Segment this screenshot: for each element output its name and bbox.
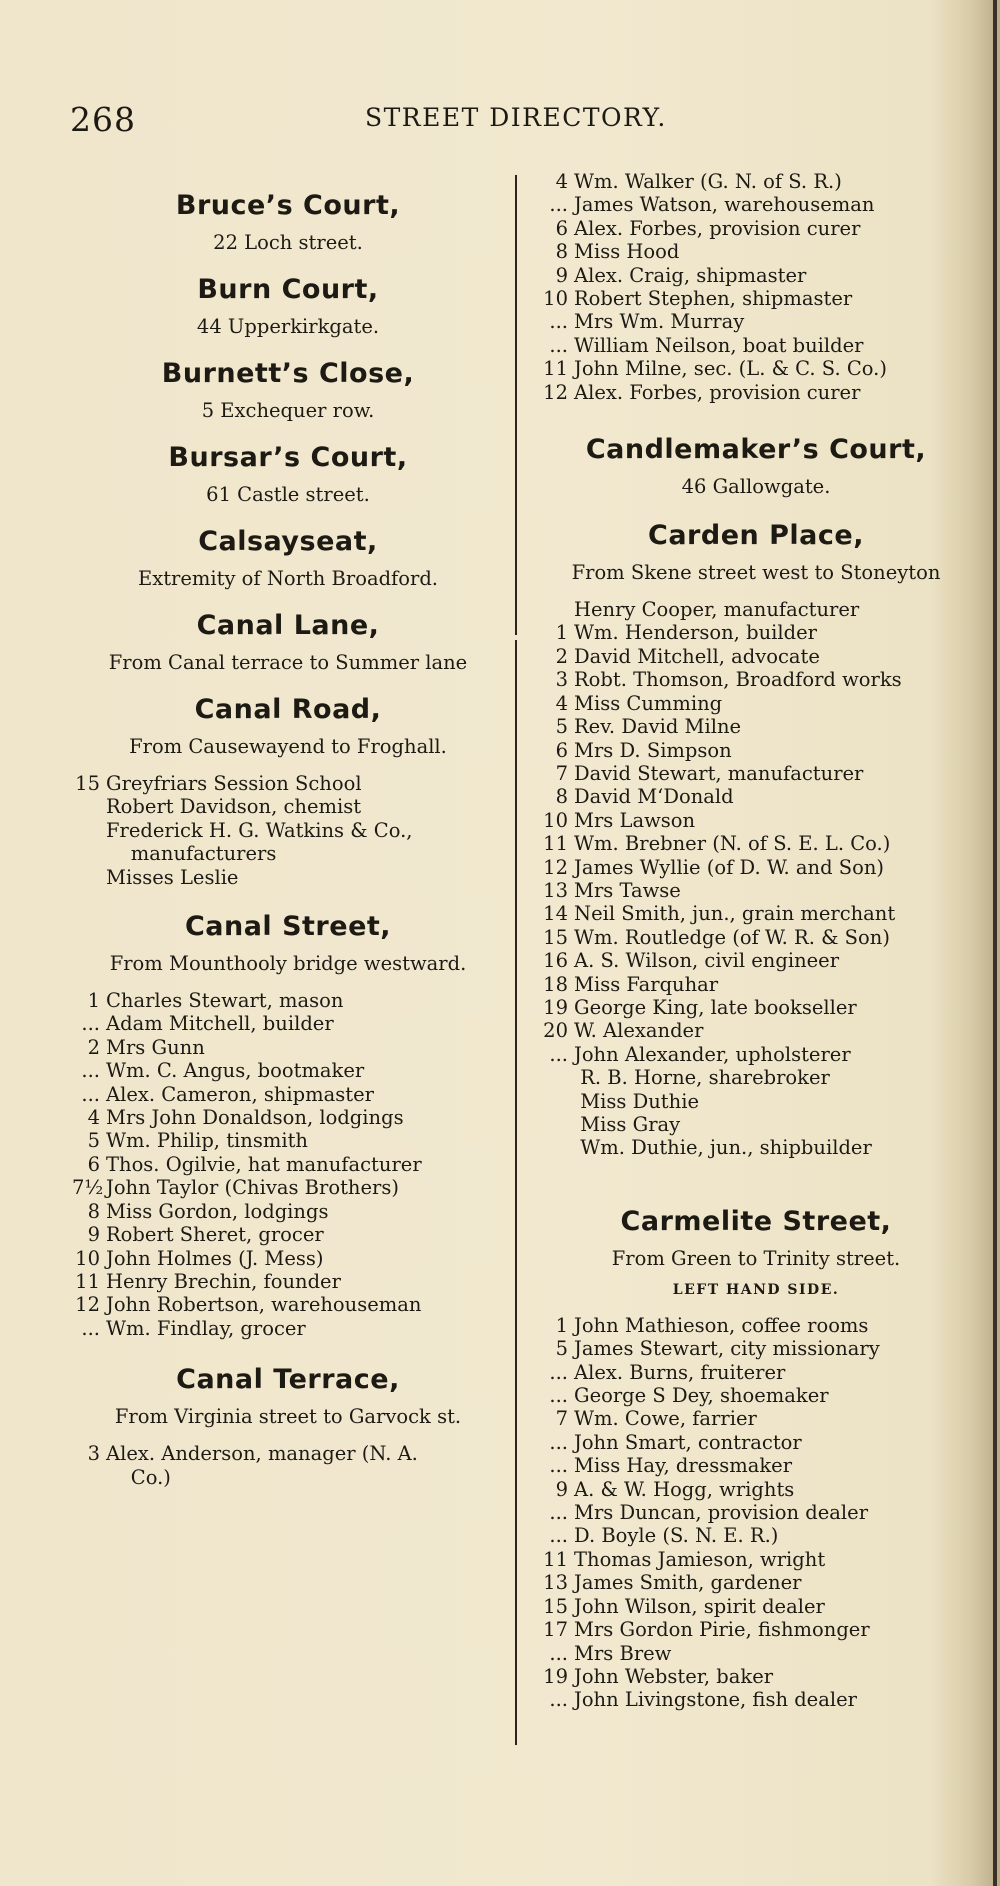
list-item — [72, 842, 504, 865]
resident-name: Adam Mitchell, builder — [106, 1012, 334, 1036]
resident-name: Wm. Duthie, jun., shipbuilder — [574, 1136, 872, 1160]
list-item — [540, 739, 972, 762]
street-section — [540, 1206, 972, 1712]
house-number: 1 — [555, 621, 568, 645]
house-number: 16 — [543, 949, 568, 973]
house-number — [540, 1136, 568, 1159]
house-number: ... — [81, 1012, 100, 1036]
street-section — [72, 610, 504, 674]
list-item — [540, 1384, 972, 1407]
house-number: 4 — [555, 691, 568, 715]
resident-name: Alex. Anderson, manager (N. A. — [106, 1442, 418, 1466]
resident-name: James Wyllie (of D. W. and Son) — [574, 855, 885, 879]
list-item — [540, 217, 972, 240]
house-number: 12 — [543, 855, 568, 879]
house-number: ... — [549, 1042, 568, 1066]
resident-name: James Smith, gardener — [574, 1571, 802, 1595]
list-item — [540, 809, 972, 832]
street-location: 5 Exchequer row. — [201, 399, 375, 422]
resident-name: John Taylor (Chivas Brothers) — [106, 1176, 399, 1200]
resident-name: John Alexander, upholsterer — [574, 1042, 851, 1066]
list-item — [540, 973, 972, 996]
entry-list — [72, 1442, 504, 1489]
house-number: 2 — [87, 1035, 100, 1059]
list-item — [540, 240, 972, 263]
resident-name: Mrs John Donaldson, lodgings — [106, 1106, 404, 1130]
street-section — [72, 911, 504, 1340]
house-number: 13 — [543, 1571, 568, 1595]
list-item — [72, 1176, 504, 1199]
resident-name: Wm. Henderson, builder — [574, 621, 817, 645]
resident-name: Neil Smith, jun., grain merchant — [574, 902, 896, 926]
list-item — [540, 1066, 972, 1089]
resident-name: Alex. Forbes, provision curer — [574, 380, 861, 404]
list-item — [72, 1293, 504, 1316]
street-location: From Mounthooly bridge westward. — [109, 952, 467, 976]
house-number: 5 — [555, 1337, 568, 1361]
house-number: ... — [81, 1082, 100, 1106]
list-item — [72, 1153, 504, 1176]
house-number: 7 — [555, 761, 568, 785]
list-item — [72, 795, 504, 818]
house-number — [72, 1466, 100, 1489]
entry-list — [72, 989, 504, 1340]
resident-name: John Milne, sec. (L. & C. S. Co.) — [574, 357, 887, 381]
list-item — [72, 1200, 504, 1223]
resident-name: George S Dey, shoemaker — [574, 1384, 829, 1408]
street-location: 22 Loch street. — [213, 231, 363, 254]
resident-name: Miss Hay, dressmaker — [574, 1454, 793, 1478]
list-item — [540, 1337, 972, 1360]
list-item — [72, 1317, 504, 1340]
house-number — [72, 795, 100, 818]
street-heading: Canal Terrace, — [176, 1364, 400, 1396]
list-item — [72, 1442, 504, 1465]
house-number: 11 — [75, 1269, 100, 1293]
resident-name: Alex. Cameron, shipmaster — [106, 1082, 374, 1106]
list-item — [540, 287, 972, 310]
house-number: 9 — [555, 263, 568, 287]
resident-name: Mrs Lawson — [574, 808, 696, 832]
resident-name: Thomas Jamieson, wright — [574, 1547, 826, 1571]
list-item — [72, 989, 504, 1012]
street-heading: Bruce’s Court, — [175, 190, 401, 221]
resident-name: David Stewart, manufacturer — [574, 761, 864, 785]
list-item — [540, 949, 972, 972]
street-heading: Carmelite Street, — [620, 1205, 892, 1237]
resident-name: Wm. Findlay, grocer — [106, 1316, 306, 1340]
list-item — [540, 357, 972, 380]
resident-name: John Mathieson, coffee rooms — [574, 1313, 869, 1337]
house-number: 5 — [555, 715, 568, 739]
street-section — [72, 274, 504, 338]
list-item — [72, 1012, 504, 1035]
house-number: 8 — [555, 785, 568, 809]
resident-name: Rev. David Milne — [574, 715, 742, 739]
list-item — [540, 1688, 972, 1711]
resident-name: George King, late bookseller — [574, 995, 857, 1019]
resident-name: manufacturers — [106, 842, 277, 866]
house-number: 13 — [543, 878, 568, 902]
resident-name: Wm. Philip, tinsmith — [106, 1129, 308, 1153]
street-section — [72, 190, 504, 254]
street-section — [72, 526, 504, 590]
house-number: ... — [549, 1430, 568, 1454]
resident-name: Mrs Wm. Murray — [574, 310, 745, 334]
resident-name: Mrs D. Simpson — [574, 738, 732, 762]
house-number: 9 — [87, 1223, 100, 1247]
house-number: 12 — [543, 380, 568, 404]
resident-name: John Webster, baker — [574, 1664, 774, 1688]
house-number: 15 — [543, 1594, 568, 1618]
list-item — [540, 1524, 972, 1547]
page-edge-shadow — [993, 0, 997, 1886]
street-section — [72, 694, 504, 889]
house-number: 7 — [555, 1407, 568, 1431]
house-number: 2 — [555, 644, 568, 668]
house-number: 4 — [87, 1106, 100, 1130]
street-heading: Candlemaker’s Court, — [585, 434, 927, 466]
resident-name: Wm. Cowe, farrier — [574, 1407, 757, 1431]
list-item — [72, 772, 504, 795]
house-number — [540, 1066, 568, 1089]
street-section — [72, 442, 504, 506]
list-item — [72, 1223, 504, 1246]
list-item — [540, 1501, 972, 1524]
resident-name: Wm. Brebner (N. of S. E. L. Co.) — [574, 832, 891, 856]
house-number: 19 — [543, 995, 568, 1019]
resident-name: Wm. Routledge (of W. R. & Son) — [574, 925, 890, 949]
resident-name: Robert Davidson, chemist — [106, 795, 362, 819]
house-number — [540, 1113, 568, 1136]
house-number: 10 — [543, 287, 568, 311]
street-heading: Burnett’s Close, — [161, 358, 415, 389]
list-item — [72, 1106, 504, 1129]
list-item — [540, 310, 972, 333]
list-item — [540, 170, 972, 193]
street-heading: Calsayseat, — [198, 526, 378, 557]
house-number: ... — [549, 1641, 568, 1665]
street-section — [72, 358, 504, 422]
street-section — [540, 520, 972, 1160]
resident-name: D. Boyle (S. N. E. R.) — [574, 1524, 779, 1548]
list-item — [540, 1407, 972, 1430]
house-number: 15 — [75, 772, 100, 795]
resident-name: Henry Brechin, founder — [106, 1269, 341, 1293]
list-item — [540, 902, 972, 925]
street-location: 61 Castle street. — [206, 483, 370, 506]
house-number: 5 — [87, 1129, 100, 1153]
resident-name: A. S. Wilson, civil engineer — [574, 949, 840, 973]
right-column — [540, 170, 972, 1712]
house-number: ... — [549, 310, 568, 334]
house-number: 7½ — [72, 1176, 104, 1200]
house-number: 6 — [555, 738, 568, 762]
house-number: ... — [549, 1384, 568, 1408]
house-number: ... — [549, 193, 568, 217]
house-number: ... — [549, 1454, 568, 1478]
house-number: 1 — [555, 1313, 568, 1337]
list-item — [72, 1083, 504, 1106]
house-number: 3 — [555, 668, 568, 692]
street-heading: Canal Street, — [184, 911, 392, 943]
resident-name: Henry Cooper, manufacturer — [574, 598, 860, 622]
house-number: 6 — [87, 1152, 100, 1176]
house-number: ... — [549, 1524, 568, 1548]
resident-name: Misses Leslie — [106, 865, 239, 889]
resident-name: John Robertson, warehouseman — [106, 1293, 422, 1317]
resident-name: John Smart, contractor — [574, 1430, 802, 1454]
resident-name: William Neilson, boat builder — [574, 333, 864, 357]
list-item — [540, 668, 972, 691]
list-item — [540, 832, 972, 855]
house-number: 6 — [555, 216, 568, 240]
resident-name: Alex. Forbes, provision curer — [574, 216, 861, 240]
resident-name: Miss Gray — [574, 1113, 681, 1136]
list-item — [540, 1618, 972, 1641]
house-number: 8 — [87, 1199, 100, 1223]
list-item — [540, 381, 972, 404]
street-location: From Causewayend to Froghall. — [129, 735, 447, 758]
house-number: 15 — [543, 925, 568, 949]
column-divider — [515, 640, 517, 1120]
resident-name: W. Alexander — [574, 1019, 704, 1043]
street-heading: Canal Lane, — [196, 610, 380, 641]
resident-name: David Mitchell, advocate — [574, 644, 820, 668]
list-item — [72, 1059, 504, 1082]
list-item — [72, 819, 504, 842]
house-number: ... — [549, 1360, 568, 1384]
list-item — [540, 1642, 972, 1665]
list-item — [540, 926, 972, 949]
list-item — [540, 598, 972, 621]
house-number — [72, 866, 100, 889]
resident-name: Miss Hood — [574, 240, 680, 264]
running-head: STREET DIRECTORY. — [365, 103, 667, 132]
list-item — [540, 762, 972, 785]
house-number: 10 — [543, 808, 568, 832]
resident-name: Miss Gordon, lodgings — [106, 1199, 329, 1223]
list-item — [72, 1466, 504, 1489]
list-item — [540, 1019, 972, 1042]
street-heading: Canal Road, — [194, 694, 382, 725]
street-location: 46 Gallowgate. — [681, 475, 831, 499]
resident-name: A. & W. Hogg, wrights — [574, 1477, 795, 1501]
list-item — [540, 1090, 972, 1113]
resident-name: Miss Farquhar — [574, 972, 719, 996]
resident-name: Wm. Walker (G. N. of S. R.) — [574, 170, 842, 193]
resident-name: Thos. Ogilvie, hat manufacturer — [106, 1152, 422, 1176]
list-item — [540, 692, 972, 715]
house-number: 14 — [543, 902, 568, 926]
house-number: 20 — [543, 1019, 568, 1043]
resident-name: Mrs Duncan, provision dealer — [574, 1501, 869, 1525]
side-label: LEFT HAND SIDE. — [672, 1281, 840, 1298]
entry-list — [72, 772, 504, 889]
house-number: ... — [549, 1501, 568, 1525]
street-location: From Virginia street to Garvock st. — [114, 1405, 462, 1429]
list-item — [540, 264, 972, 287]
house-number: 10 — [75, 1246, 100, 1270]
house-number — [540, 598, 568, 621]
list-item — [540, 193, 972, 216]
resident-name: Charles Stewart, mason — [106, 989, 344, 1013]
list-item — [540, 1454, 972, 1477]
resident-name: Miss Duthie — [574, 1089, 699, 1113]
house-number: ... — [81, 1316, 100, 1340]
resident-name: James Watson, warehouseman — [574, 193, 875, 217]
resident-name: Mrs Tawse — [574, 878, 681, 902]
list-item — [540, 1136, 972, 1159]
left-column — [72, 170, 504, 1489]
list-item — [540, 334, 972, 357]
house-number: 4 — [555, 170, 568, 193]
house-number: 3 — [87, 1442, 100, 1466]
resident-name: Alex. Burns, fruiterer — [574, 1360, 786, 1384]
list-item — [540, 645, 972, 668]
list-item — [540, 856, 972, 879]
resident-name: Co.) — [106, 1465, 171, 1489]
street-section — [72, 1364, 504, 1489]
house-number: 1 — [87, 989, 100, 1013]
resident-name: John Holmes (J. Mess) — [106, 1246, 324, 1270]
house-number — [72, 819, 100, 842]
list-item — [540, 1478, 972, 1501]
house-number: 8 — [555, 240, 568, 264]
resident-name: John Wilson, spirit dealer — [574, 1594, 825, 1618]
house-number: 11 — [543, 832, 568, 856]
house-number: 11 — [543, 357, 568, 381]
resident-name: Robert Stephen, shipmaster — [574, 287, 853, 311]
house-number — [540, 1090, 568, 1113]
list-item — [72, 1270, 504, 1293]
list-item — [540, 1665, 972, 1688]
entry-list — [540, 598, 972, 1160]
list-item — [540, 1361, 972, 1384]
resident-name: Frederick H. G. Watkins & Co., — [106, 818, 413, 842]
street-location: From Skene street west to Stoneyton — [571, 561, 941, 585]
resident-name: John Livingstone, fish dealer — [574, 1688, 857, 1712]
house-number: 19 — [543, 1664, 568, 1688]
list-item — [72, 1036, 504, 1059]
resident-name: R. B. Horne, sharebroker — [574, 1066, 830, 1090]
column-divider — [515, 175, 517, 635]
column-divider — [515, 1120, 517, 1745]
list-item — [540, 879, 972, 902]
street-location: From Green to Trinity street. — [611, 1246, 901, 1270]
street-location: 44 Upperkirkgate. — [196, 315, 380, 338]
house-number: 17 — [543, 1618, 568, 1642]
house-number — [72, 842, 100, 865]
resident-name: Mrs Gordon Pirie, fishmonger — [574, 1618, 870, 1642]
house-number: 9 — [555, 1477, 568, 1501]
list-item — [540, 1043, 972, 1066]
street-heading: Bursar’s Court, — [168, 442, 408, 473]
list-item — [72, 1129, 504, 1152]
list-item — [72, 866, 504, 889]
list-item — [540, 621, 972, 644]
street-location: From Canal terrace to Summer lane — [108, 651, 468, 674]
resident-name: Robt. Thomson, Broadford works — [574, 668, 902, 692]
house-number: 11 — [543, 1547, 568, 1571]
street-section — [540, 434, 972, 498]
street-heading: Burn Court, — [197, 274, 379, 305]
house-number: ... — [549, 1688, 568, 1712]
entry-list — [540, 1314, 972, 1712]
house-number: ... — [81, 1059, 100, 1083]
resident-name: Robert Sheret, grocer — [106, 1223, 324, 1247]
list-item — [540, 1595, 972, 1618]
list-item — [72, 1247, 504, 1270]
resident-name: James Stewart, city missionary — [574, 1337, 880, 1361]
list-item — [540, 1571, 972, 1594]
house-number: 12 — [75, 1293, 100, 1317]
resident-name: Alex. Craig, shipmaster — [574, 263, 807, 287]
street-location: Extremity of North Broadford. — [137, 567, 439, 590]
house-number: 18 — [543, 972, 568, 996]
house-number: ... — [549, 333, 568, 357]
list-item — [540, 785, 972, 808]
page-header — [70, 100, 930, 140]
list-item — [540, 1113, 972, 1136]
list-item — [540, 715, 972, 738]
page-number: 268 — [70, 100, 136, 139]
resident-name: Miss Cumming — [574, 691, 723, 715]
list-item — [540, 1314, 972, 1337]
resident-name: Wm. C. Angus, bootmaker — [106, 1059, 365, 1083]
list-item — [540, 1548, 972, 1571]
resident-name: Mrs Brew — [574, 1641, 672, 1665]
resident-name: Greyfriars Session School — [106, 772, 362, 795]
entry-list — [540, 170, 972, 404]
street-heading: Carden Place, — [648, 520, 864, 552]
resident-name: David M‘Donald — [574, 785, 734, 809]
list-item — [540, 996, 972, 1019]
resident-name: Mrs Gunn — [106, 1035, 205, 1059]
list-item — [540, 1431, 972, 1454]
